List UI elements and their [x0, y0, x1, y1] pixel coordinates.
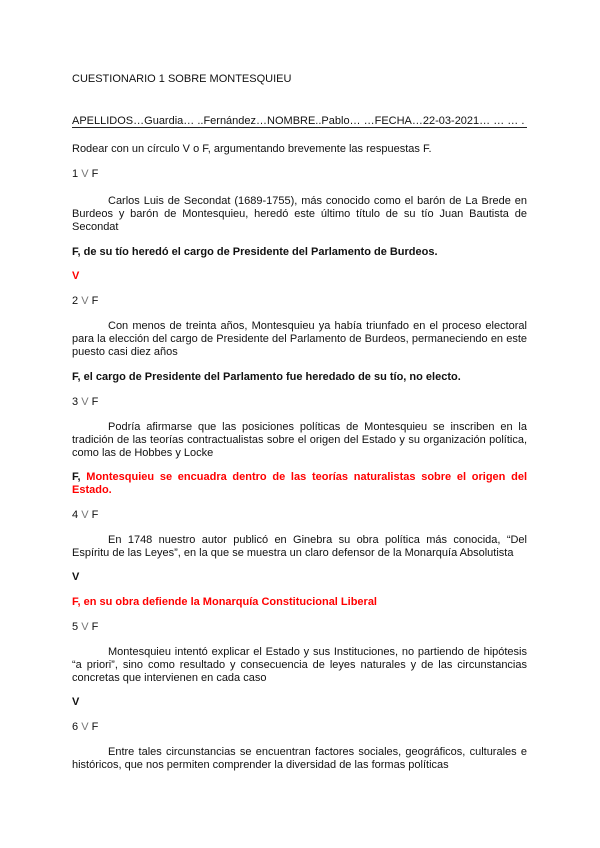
question-number: 4 [72, 509, 79, 521]
question-2-label [72, 295, 527, 308]
question-number: 1 [72, 168, 79, 180]
option-v: V [81, 509, 89, 521]
option-v: V [81, 295, 89, 307]
option-f: F [91, 509, 99, 521]
option-v: V [81, 721, 89, 733]
question-4-mark: V [72, 571, 80, 583]
question-2-answer: F, el cargo de Presidente del Parlamento fue heredado de su tío, no electo. [72, 371, 461, 383]
question-5-text: Montesquieu intentó explicar el Estado y sus Instituciones, no partiendo de hipótesis “a priori”, sino como resultado y consecuencia de leyes naturales y de las circunstancias concretas que intervienen en cada caso [72, 646, 527, 684]
question-number: 2 [72, 295, 79, 307]
student-info-line: APELLIDOS…Guardia… ..Fernández…NOMBRE..Pablo… …FECHA…22-03-2021… … … . [72, 115, 525, 127]
question-1-answer: F, de su tío heredó el cargo de Presidente del Parlamento de Burdeos. [72, 246, 438, 258]
question-1-label [72, 168, 527, 181]
question-number: 3 [72, 396, 79, 408]
question-6-text: Entre tales circunstancias se encuentran factores sociales, geográficos, culturales e históricos, que nos permiten comprender la diversidad de las formas políticas [72, 746, 527, 771]
divider [72, 127, 527, 128]
answer-text: Montesquieu se encuadra dentro de las teorías naturalistas sobre el origen del Estado. [72, 471, 527, 496]
option-v: V [81, 396, 89, 408]
question-3-answer [72, 471, 527, 497]
question-number: 5 [72, 621, 79, 633]
question-4-answer: F, en su obra defiende la Monarquía Constitucional Liberal [72, 596, 377, 608]
question-6-label [72, 721, 527, 734]
document-title: CUESTIONARIO 1 SOBRE MONTESQUIEU [72, 73, 292, 85]
option-f: F [91, 295, 99, 307]
option-f: F [91, 396, 99, 408]
option-f: F [91, 621, 99, 633]
option-f: F [91, 721, 99, 733]
option-v: V [81, 621, 89, 633]
question-2-text: Con menos de treinta años, Montesquieu ya había triunfado en el proceso electoral para la elección del cargo de Presidente del Parlamento de Burdeos, permaneciendo en este puesto casi diez años [72, 320, 527, 358]
question-1-text: Carlos Luis de Secondat (1689-1755), más conocido como el barón de La Brede en Burdeos y barón de Montesquieu, heredó este último título de su tío Juan Bautista de Secondat [72, 195, 527, 233]
question-3-label [72, 396, 527, 409]
option-v: V [81, 168, 89, 180]
question-5-label [72, 621, 527, 634]
option-f: F [91, 168, 99, 180]
question-1-extra-mark: V [72, 270, 80, 282]
answer-prefix: F, [72, 471, 81, 483]
question-3-text: Podría afirmarse que las posiciones políticas de Montesquieu se inscriben en la tradición de las teorías contractualistas sobre el origen del Estado y su organización política, como las de Hobbes y Locke [72, 421, 527, 459]
question-5-mark: V [72, 696, 80, 708]
question-4-text: En 1748 nuestro autor publicó en Ginebra su obra política más conocida, “Del Espíritu de las Leyes”, en la que se muestra un claro defensor de la Monarquía Absolutista [72, 534, 527, 559]
instruction: Rodear con un círculo V o F, argumentando brevemente las respuestas F. [72, 143, 432, 155]
question-number: 6 [72, 721, 79, 733]
question-4-label [72, 509, 527, 522]
